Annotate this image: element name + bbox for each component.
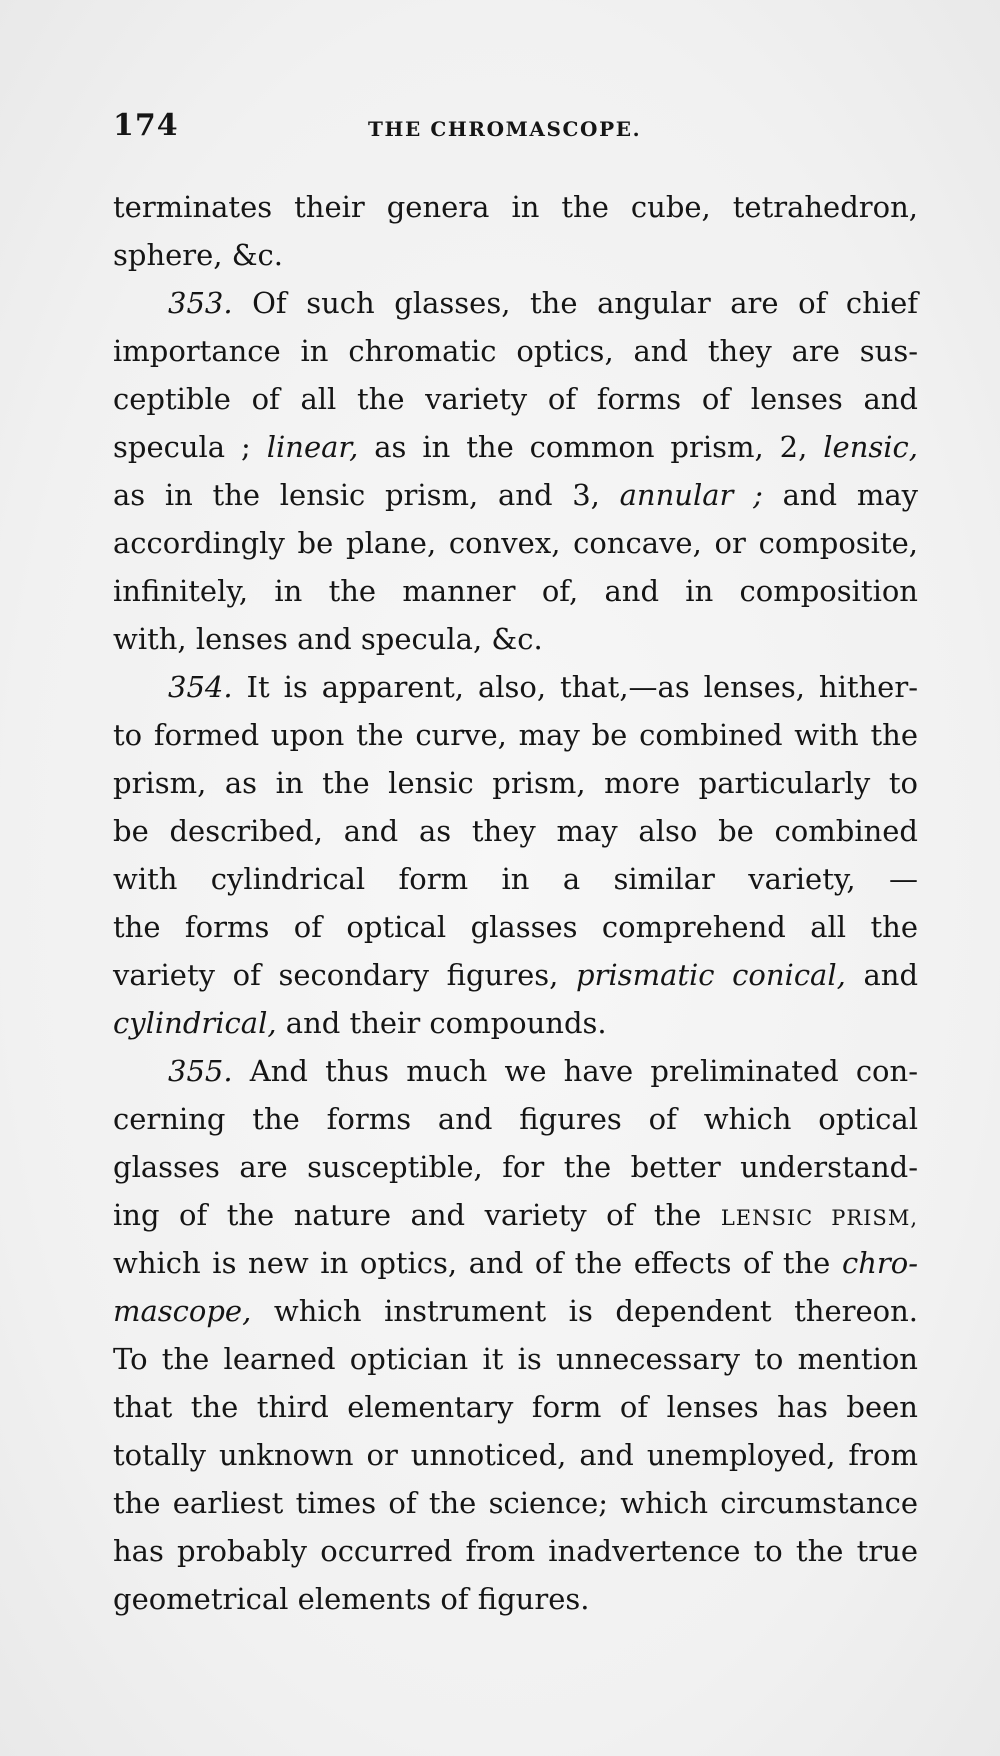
paragraph-355-start: 355. And thus much we have preliminated con- [168, 1054, 918, 1088]
text-line: glasses are susceptible, for the better understand- [113, 1150, 918, 1184]
section-number: 354. [168, 670, 233, 704]
page-number: 174 [113, 108, 179, 143]
small-caps-term: LENSIC PRISM, [720, 1206, 918, 1230]
text-line: geometrical elements of figures. [113, 1582, 590, 1616]
text-line: mascope, which instrument is dependent thereon. [113, 1294, 918, 1328]
text-line: be described, and as they may also be combined [113, 814, 918, 848]
text-line: totally unknown or unnoticed, and unemployed, from [113, 1438, 918, 1472]
text-line: cylindrical, and their compounds. [113, 1006, 607, 1040]
text-line: importance in chromatic optics, and they are sus- [113, 334, 918, 368]
text-line: infinitely, in the manner of, and in composition [113, 574, 918, 608]
page-header [113, 108, 918, 148]
paragraph-353-start: 353. Of such glasses, the angular are of chief [168, 286, 918, 320]
text-line: ceptible of all the variety of forms of lenses and [113, 382, 918, 416]
running-head: THE CHROMASCOPE. [368, 117, 642, 141]
text-line: the earliest times of the science; which circumstance [113, 1486, 918, 1520]
text-line: specula ; linear, as in the common prism, 2, lensic, [113, 430, 919, 464]
text-line: sphere, &c. [113, 238, 284, 272]
paragraph-354-start: 354. It is apparent, also, that,—as lenses, hither- [168, 670, 919, 704]
section-number: 355. [168, 1054, 233, 1088]
text-line: with cylindrical form in a similar variety, — [113, 862, 918, 896]
text-line: the forms of optical glasses comprehend all the [113, 910, 918, 944]
text-line: ing of the nature and variety of the LENSIC PRISM, [113, 1198, 918, 1232]
text-line: To the learned optician it is unnecessary to mention [113, 1342, 918, 1376]
text-line: which is new in optics, and of the effects of the chro- [113, 1246, 918, 1280]
text-line: terminates their genera in the cube, tetrahedron, [113, 190, 918, 224]
text-line: to formed upon the curve, may be combined with the [113, 718, 918, 752]
text-line: prism, as in the lensic prism, more particularly to [113, 766, 918, 800]
text-line: that the third elementary form of lenses has been [113, 1390, 918, 1424]
text-line: as in the lensic prism, and 3, annular ; and may [113, 478, 918, 512]
text-line: with, lenses and specula, &c. [113, 622, 543, 656]
text-line: variety of secondary figures, prismatic conical, and [113, 958, 919, 992]
body-text [113, 183, 918, 1623]
text-line: accordingly be plane, convex, concave, or composite, [113, 526, 918, 560]
text-line: has probably occurred from inadvertence to the true [113, 1534, 918, 1568]
section-number: 353. [168, 286, 233, 320]
text-line: cerning the forms and figures of which optical [113, 1102, 918, 1136]
